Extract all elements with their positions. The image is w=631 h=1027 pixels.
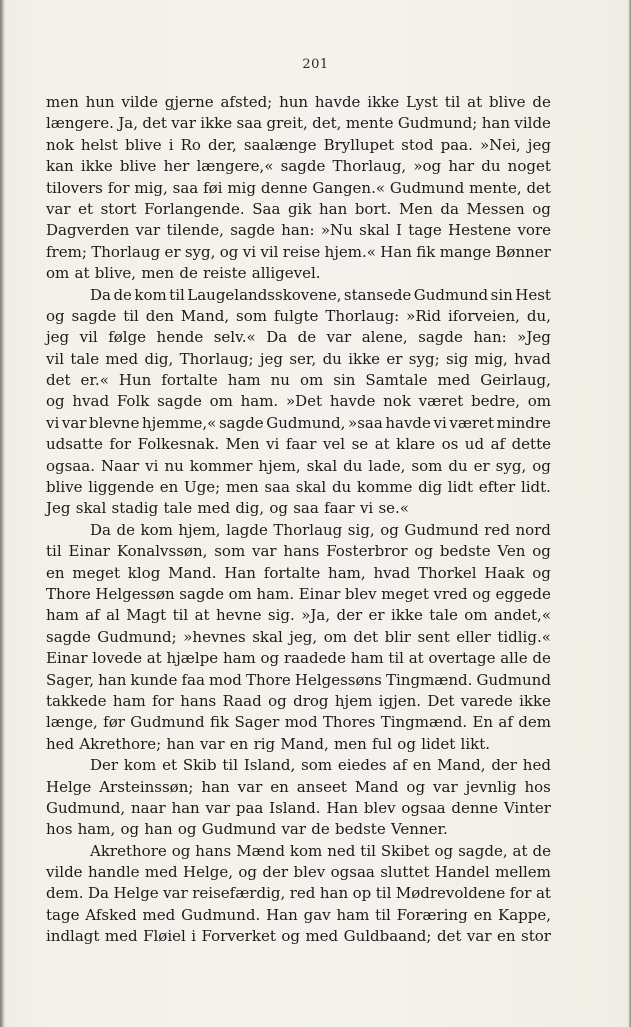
text-line: Einar lovede at hjælpe ham og raadede ham til at overtage alle de (46, 649, 551, 668)
text-line: og hvad Folk sagde om ham. »Det havde nok været bedre, om (46, 392, 551, 411)
text-line: kan ikke blive her længere,« sagde Thorlaug, »og har du noget (46, 157, 551, 176)
text-line: længe, før Gudmund fik Sager mod Thores Tingmænd. En af dem (46, 713, 551, 732)
text-line: vilde handle med Helge, og der blev ogsaa sluttet Handel mellem (46, 863, 551, 882)
text-line: tilovers for mig, saa føi mig denne Gangen.« Gudmund mente, det (46, 178, 551, 197)
text-line: dem. Da Helge var reisefærdig, red han op til Mødrevoldene for at (46, 884, 551, 903)
text-line: Jeg skal stadig tale med dig, og saa faar vi se.« (46, 499, 409, 518)
text-line: jeg vil følge hende selv.« Da de var alene, sagde han: »Jeg (46, 328, 551, 347)
text-line: Akrethore og hans Mænd kom ned til Skibet og sagde, at de (90, 841, 551, 860)
text-line: hos ham, og han og Gudmund var de bedste Venner. (46, 820, 448, 839)
text-line: vil tale med dig, Thorlaug; jeg ser, du ikke er syg; sig mig, hvad (46, 349, 551, 368)
text-line: takkede ham for hans Raad og drog hjem igjen. Det varede ikke (46, 691, 551, 710)
text-line: ogsaa. Naar vi nu kommer hjem, skal du lade, som du er syg, og (46, 456, 551, 475)
text-line: Dagverden var tilende, sagde han: »Nu skal I tage Hestene vore (46, 221, 551, 240)
text-line: Helge Arsteinssøn; han var en anseet Mand og var jevnlig hos (46, 777, 551, 796)
text-line: Der kom et Skib til Island, som eiedes af en Mand, der hed (90, 756, 551, 775)
text-line: men hun vilde gjerne afsted; hun havde ikke Lyst til at blive de (46, 93, 551, 111)
text-line: tage Afsked med Gudmund. Han gav ham til Foræring en Kappe, (46, 905, 551, 924)
page-number: 201 (302, 57, 329, 72)
text-line: en meget klog Mand. Han fortalte ham, hvad Thorkel Haak og (46, 563, 551, 582)
text-line: ham af al Magt til at hevne sig. »Ja, der er ikke tale om andet,« (46, 606, 551, 625)
body-text (46, 92, 551, 948)
text-line: vi var blevne hjemme,« sagde Gudmund, »saa havde vi været mindre (46, 413, 551, 432)
text-line: Gudmund, naar han var paa Island. Han blev ogsaa denne Vinter (46, 798, 551, 817)
text-line: om at blive, men de reiste alligevel. (46, 264, 321, 283)
text-line: sagde Gudmund; »hevnes skal jeg, om det blir sent eller tidlig.« (46, 627, 551, 646)
text-line: Sager, han kunde faa mod Thore Helgessøns Tingmænd. Gudmund (46, 670, 551, 689)
text-line: længere. Ja, det var ikke saa greit, det, mente Gudmund; han vilde (46, 114, 551, 133)
text-line: Da de kom hjem, lagde Thorlaug sig, og Gudmund red nord (90, 520, 551, 539)
text-line: Thore Helgessøn sagde om ham. Einar blev meget vred og eggede (46, 584, 551, 603)
text-line: hed Akrethore; han var en rig Mand, men ful og lidet likt. (46, 734, 491, 753)
text-line: det er.« Hun fortalte ham nu om sin Samtale med Geirlaug, (46, 371, 551, 390)
text-line: til Einar Konalvssøn, som var hans Fosterbror og bedste Ven og (46, 542, 551, 561)
page-edge-shadow-left (0, 0, 5, 1027)
text-line: indlagt med Fløiel i Forverket og med Guldbaand; det var en stor (46, 927, 551, 946)
text-line: blive liggende en Uge; men saa skal du komme dig lidt efter lidt. (46, 478, 551, 497)
text-line: nok helst blive i Ro der, saalænge Bryllupet stod paa. »Nei, jeg (46, 135, 551, 154)
text-line: frem; Thorlaug er syg, og vi vil reise hjem.« Han fik mange Bønner (46, 242, 551, 261)
text-line: og sagde til den Mand, som fulgte Thorlaug: »Rid iforveien, du, (46, 306, 551, 325)
text-line: Da de kom til Laugelandsskovene, stansede Gudmund sin Hest (90, 285, 551, 304)
text-line: var et stort Forlangende. Saa gik han bort. Men da Messen og (46, 199, 551, 218)
text-line: udsatte for Folkesnak. Men vi faar vel se at klare os ud af dette (46, 435, 551, 454)
